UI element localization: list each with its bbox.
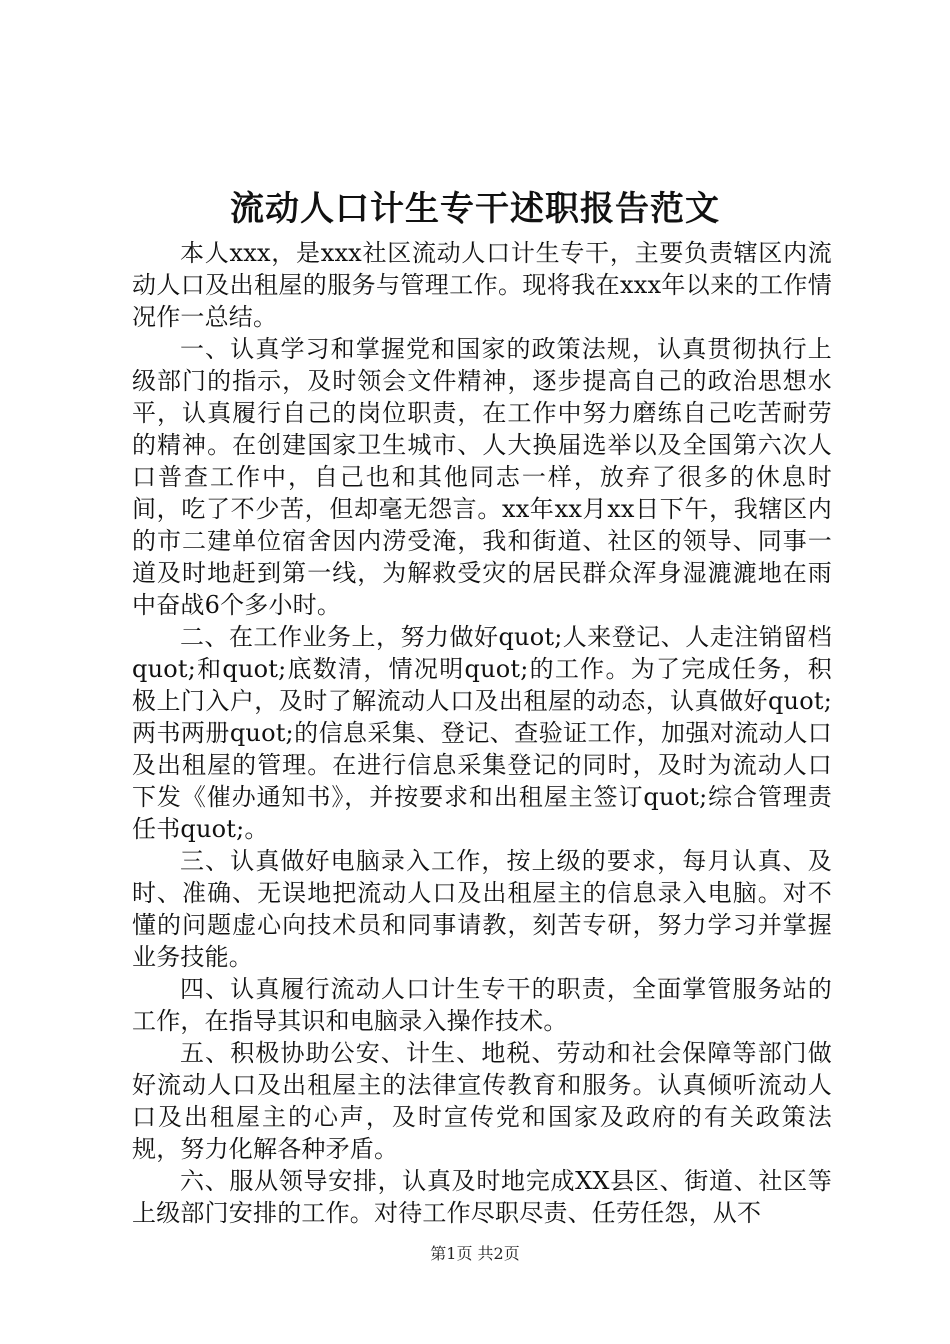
paragraph-section-5: 五、积极协助公安、计生、地税、劳动和社会保障等部门做好流动人口及出租屋主的法律宣传教育和服务。认真倾听流动人口及出租屋主的心声，及时宣传党和国家及政府的有关政策法规，努力化解各种矛盾。 xyxy=(132,1039,832,1163)
page-footer xyxy=(0,1244,950,1264)
paragraph-section-3: 三、认真做好电脑录入工作，按上级的要求，每月认真、及时、准确、无误地把流动人口及出租屋主的信息录入电脑。对不懂的问题虚心向技术员和同事请教，刻苦专研，努力学习并掌握业务技能。 xyxy=(132,847,832,971)
paragraph-section-6: 六、服从领导安排，认真及时地完成XX县区、街道、社区等上级部门安排的工作。对待工作尽职尽责、任劳任怨，从不 xyxy=(132,1167,832,1227)
document-body xyxy=(132,237,832,1229)
page-number-indicator: 第1页 共2页 xyxy=(430,1244,520,1263)
paragraph-section-1: 一、认真学习和掌握党和国家的政策法规，认真贯彻执行上级部门的指示，及时领会文件精神，逐步提高自己的政治思想水平，认真履行自己的岗位职责，在工作中努力磨练自己吃苦耐劳的精神。在创建国家卫生城市、人大换届选举以及全国第六次人口普查工作中，自己也和其他同志一样，放弃了很多的休息时间，吃了不少苦，但却毫无怨言。xx年xx月xx日下午，我辖区内的市二建单位宿舍因内涝受淹，我和街道、社区的领导、同事一道及时地赶到第一线，为解救受灾的居民群众浑身湿漉漉地在雨中奋战6个多小时。 xyxy=(132,335,832,619)
paragraph-intro: 本人xxx，是xxx社区流动人口计生专干，主要负责辖区内流动人口及出租屋的服务与管理工作。现将我在xxx年以来的工作情况作一总结。 xyxy=(132,239,832,331)
document-title: 流动人口计生专干述职报告范文 xyxy=(230,189,720,229)
paragraph-section-2: 二、在工作业务上，努力做好quot;人来登记、人走注销留档quot;和quot;底数清，情况明quot;的工作。为了完成任务，积极上门入户，及时了解流动人口及出租屋的动态，认真做好quot;两书两册quot;的信息采集、登记、查验证工作，加强对流动人口及出租屋的管理。在进行信息采集登记的同时，及时为流动人口下发《催办通知书》，并按要求和出租屋主签订quot;综合管理责任书quot;。 xyxy=(132,623,832,843)
paragraph-section-4: 四、认真履行流动人口计生专干的职责，全面掌管服务站的工作，在指导其识和电脑录入操作技术。 xyxy=(132,975,832,1035)
